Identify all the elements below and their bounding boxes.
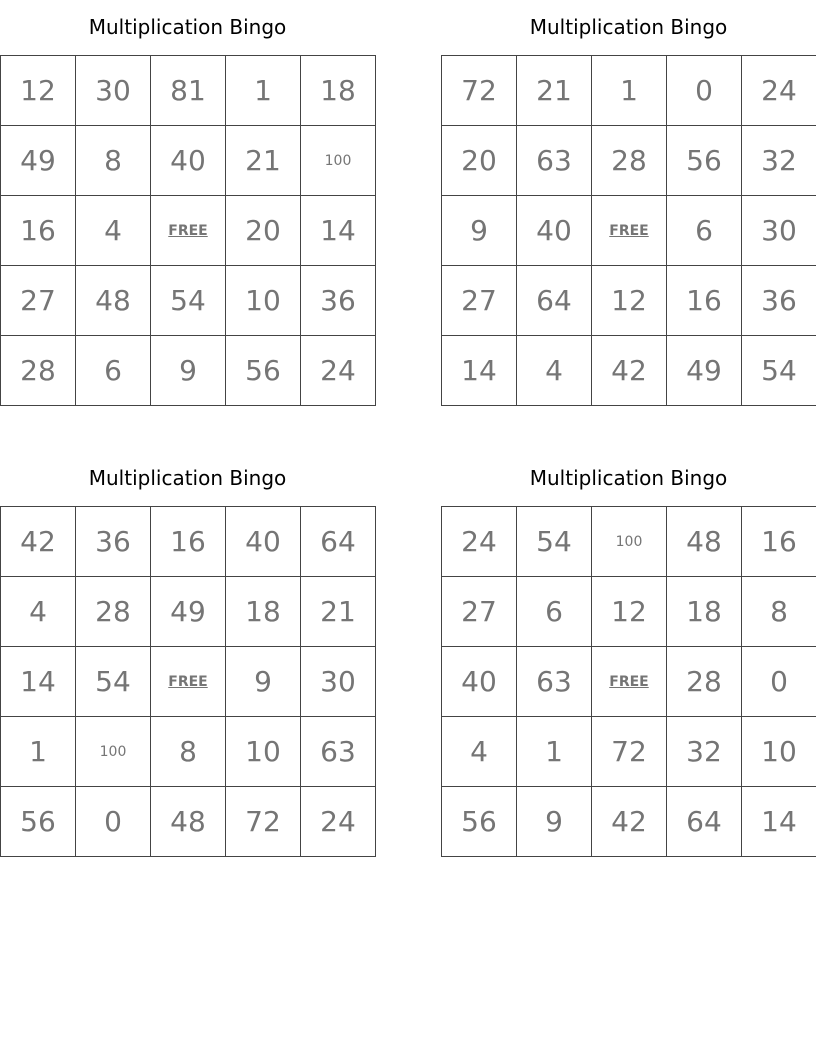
grid-row bbox=[1, 577, 376, 647]
bingo-card-1 bbox=[0, 0, 375, 406]
bingo-cell: 40 bbox=[442, 647, 517, 717]
bingo-cell: 28 bbox=[592, 126, 667, 196]
bingo-cell: 14 bbox=[301, 196, 376, 266]
bingo-cell: 40 bbox=[226, 507, 301, 577]
bingo-cell: 27 bbox=[442, 577, 517, 647]
grid-row bbox=[442, 196, 816, 266]
bingo-cell: 48 bbox=[76, 266, 151, 336]
grid-row bbox=[1, 56, 376, 126]
bingo-cell: 56 bbox=[442, 787, 517, 857]
bingo-cell: 1 bbox=[517, 717, 592, 787]
bingo-cell: 56 bbox=[667, 126, 742, 196]
bingo-cell: 16 bbox=[742, 507, 816, 577]
bingo-cell: 6 bbox=[76, 336, 151, 406]
grid-row bbox=[442, 266, 816, 336]
bingo-cell: 18 bbox=[301, 56, 376, 126]
bingo-cell: 4 bbox=[76, 196, 151, 266]
bingo-cell: 27 bbox=[1, 266, 76, 336]
bingo-cell: 1 bbox=[592, 56, 667, 126]
bingo-cell: 36 bbox=[301, 266, 376, 336]
bingo-cell: 24 bbox=[442, 507, 517, 577]
bingo-cell: 36 bbox=[742, 266, 816, 336]
bingo-cell: 72 bbox=[442, 56, 517, 126]
bingo-cell: 28 bbox=[1, 336, 76, 406]
card-title: Multiplication Bingo bbox=[529, 15, 728, 39]
bingo-cell: 42 bbox=[592, 787, 667, 857]
grid-row bbox=[1, 126, 376, 196]
bingo-cell: 8 bbox=[76, 126, 151, 196]
bingo-cell: 30 bbox=[301, 647, 376, 717]
bingo-cell: 10 bbox=[226, 717, 301, 787]
bingo-cell: 20 bbox=[226, 196, 301, 266]
bingo-cell: 9 bbox=[442, 196, 517, 266]
bingo-cell: 100 bbox=[592, 507, 667, 577]
bingo-cell: 49 bbox=[151, 577, 226, 647]
grid-row bbox=[1, 266, 376, 336]
bingo-cell: 81 bbox=[151, 56, 226, 126]
bingo-cell: 16 bbox=[151, 507, 226, 577]
bingo-grid bbox=[0, 506, 376, 857]
bingo-cell: 21 bbox=[226, 126, 301, 196]
grid-row bbox=[442, 717, 816, 787]
bingo-cell: 54 bbox=[742, 336, 816, 406]
grid-row bbox=[1, 787, 376, 857]
bingo-card-4 bbox=[441, 451, 816, 857]
bingo-cell: 8 bbox=[151, 717, 226, 787]
bingo-cell: 72 bbox=[226, 787, 301, 857]
bingo-cell: 21 bbox=[301, 577, 376, 647]
bingo-cell: 8 bbox=[742, 577, 816, 647]
grid-row bbox=[1, 336, 376, 406]
bingo-cell: 12 bbox=[1, 56, 76, 126]
bingo-cell: 6 bbox=[517, 577, 592, 647]
bingo-card-2 bbox=[441, 0, 816, 406]
bingo-cell: 4 bbox=[1, 577, 76, 647]
bingo-card-3 bbox=[0, 451, 375, 857]
bingo-cell: 100 bbox=[301, 126, 376, 196]
bingo-cell: 54 bbox=[76, 647, 151, 717]
card-title: Multiplication Bingo bbox=[88, 15, 287, 39]
bingo-cell: 28 bbox=[667, 647, 742, 717]
bingo-cell: 24 bbox=[301, 336, 376, 406]
bingo-cell: 64 bbox=[667, 787, 742, 857]
bingo-cell: 30 bbox=[742, 196, 816, 266]
bingo-cell: 0 bbox=[742, 647, 816, 717]
bingo-cell: 9 bbox=[226, 647, 301, 717]
bingo-cell: 18 bbox=[226, 577, 301, 647]
bingo-cell: 63 bbox=[517, 647, 592, 717]
bingo-grid bbox=[441, 506, 816, 857]
bingo-grid bbox=[0, 55, 376, 406]
grid-row bbox=[442, 126, 816, 196]
bingo-cell: 64 bbox=[517, 266, 592, 336]
bingo-cell: 28 bbox=[76, 577, 151, 647]
bingo-cell: 1 bbox=[226, 56, 301, 126]
grid-row bbox=[442, 507, 816, 577]
bingo-cell: 48 bbox=[667, 507, 742, 577]
grid-row bbox=[1, 196, 376, 266]
bingo-cell: 24 bbox=[301, 787, 376, 857]
bingo-cell: 56 bbox=[1, 787, 76, 857]
bingo-cell: 24 bbox=[742, 56, 816, 126]
bingo-grid bbox=[441, 55, 816, 406]
bingo-cell: 4 bbox=[517, 336, 592, 406]
bingo-cell: 54 bbox=[517, 507, 592, 577]
bingo-cell: 54 bbox=[151, 266, 226, 336]
bingo-cell: 0 bbox=[667, 56, 742, 126]
bingo-cell: 10 bbox=[742, 717, 816, 787]
bingo-cell: 48 bbox=[151, 787, 226, 857]
bingo-cell: 12 bbox=[592, 266, 667, 336]
bingo-cell: 30 bbox=[76, 56, 151, 126]
bingo-cell: 56 bbox=[226, 336, 301, 406]
grid-row bbox=[442, 647, 816, 717]
bingo-cell: 21 bbox=[517, 56, 592, 126]
bingo-cell: 20 bbox=[442, 126, 517, 196]
bingo-cell: 14 bbox=[1, 647, 76, 717]
bingo-cell: 42 bbox=[592, 336, 667, 406]
bingo-cell: 40 bbox=[151, 126, 226, 196]
grid-row bbox=[1, 507, 376, 577]
grid-row bbox=[442, 577, 816, 647]
bingo-cell: 14 bbox=[742, 787, 816, 857]
bingo-cell: 14 bbox=[442, 336, 517, 406]
grid-row bbox=[442, 56, 816, 126]
card-title: Multiplication Bingo bbox=[88, 466, 287, 490]
bingo-cell: 9 bbox=[151, 336, 226, 406]
free-space-cell: FREE bbox=[151, 196, 226, 266]
bingo-cell: 18 bbox=[667, 577, 742, 647]
free-space-cell: FREE bbox=[151, 647, 226, 717]
card-title: Multiplication Bingo bbox=[529, 466, 728, 490]
bingo-cell: 64 bbox=[301, 507, 376, 577]
bingo-cell: 40 bbox=[517, 196, 592, 266]
bingo-cell: 16 bbox=[1, 196, 76, 266]
bingo-cell: 32 bbox=[742, 126, 816, 196]
bingo-cell: 6 bbox=[667, 196, 742, 266]
bingo-cell: 27 bbox=[442, 266, 517, 336]
bingo-cell: 72 bbox=[592, 717, 667, 787]
bingo-cell: 9 bbox=[517, 787, 592, 857]
bingo-cell: 63 bbox=[301, 717, 376, 787]
free-space-cell: FREE bbox=[592, 196, 667, 266]
grid-row bbox=[442, 336, 816, 406]
free-space-cell: FREE bbox=[592, 647, 667, 717]
bingo-cell: 36 bbox=[76, 507, 151, 577]
bingo-cell: 42 bbox=[1, 507, 76, 577]
bingo-cell: 1 bbox=[1, 717, 76, 787]
bingo-cell: 32 bbox=[667, 717, 742, 787]
bingo-cell: 12 bbox=[592, 577, 667, 647]
grid-row bbox=[442, 787, 816, 857]
bingo-cell: 16 bbox=[667, 266, 742, 336]
bingo-cell: 10 bbox=[226, 266, 301, 336]
grid-row bbox=[1, 647, 376, 717]
bingo-cell: 100 bbox=[76, 717, 151, 787]
bingo-cell: 49 bbox=[1, 126, 76, 196]
grid-row bbox=[1, 717, 376, 787]
bingo-cell: 0 bbox=[76, 787, 151, 857]
bingo-cell: 49 bbox=[667, 336, 742, 406]
bingo-cell: 4 bbox=[442, 717, 517, 787]
bingo-cell: 63 bbox=[517, 126, 592, 196]
